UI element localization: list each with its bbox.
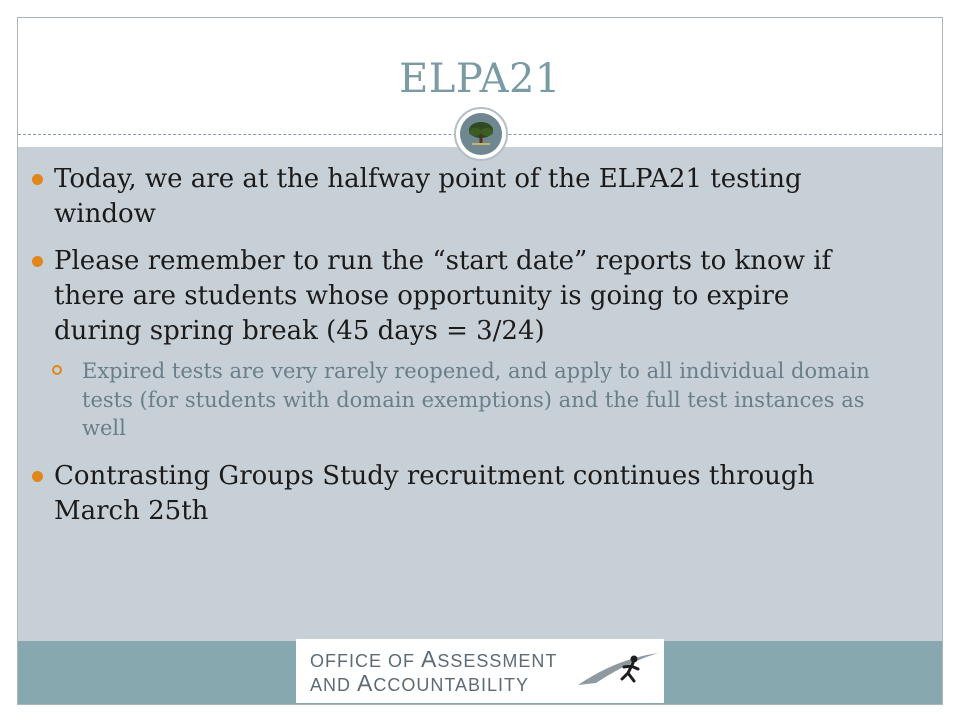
bullet-item — [32, 162, 882, 232]
bullet-text: Today, we are at the halfway point of the ELPA21 testing window — [54, 164, 802, 230]
office-logo-text — [296, 647, 557, 695]
bullet-list — [32, 162, 882, 541]
logo-line1-part: OFFICE OF — [310, 650, 421, 671]
filled-circle-bullet-icon — [32, 174, 43, 185]
logo-line2-rest: CCOUNTABILITY — [373, 675, 530, 695]
bullet-text: Contrasting Groups Study recruitment continues through March 25th — [54, 460, 815, 526]
logo-line1-initial: A — [421, 645, 438, 672]
sub-bullet-text: Expired tests are very rarely reopened, and apply to all individual domain tests (for students with domain exemptions) and the full test instances as well — [82, 359, 870, 441]
office-logo-line2 — [310, 671, 557, 695]
hollow-circle-bullet-icon — [52, 365, 62, 375]
slide-title: ELPA21 — [399, 56, 561, 102]
bullet-item — [32, 244, 882, 349]
logo-line2-initial: A — [357, 670, 374, 696]
filled-circle-bullet-icon — [32, 471, 43, 482]
tree-icon — [466, 119, 496, 149]
office-logo — [296, 639, 664, 703]
office-logo-line1 — [310, 647, 557, 671]
footer-band — [18, 641, 942, 705]
logo-line2-part: AND — [310, 675, 358, 695]
bullet-item — [32, 459, 882, 529]
runner-swoosh-icon — [576, 645, 660, 695]
tree-seal-icon — [454, 107, 508, 161]
tree-seal-inner — [460, 113, 502, 155]
sub-bullet-item — [32, 357, 882, 442]
logo-line1-rest: SSESSMENT — [437, 650, 558, 671]
filled-circle-bullet-icon — [32, 256, 43, 267]
bullet-text: Please remember to run the “start date” reports to know if there are students whose opportunity is going to expire during spring break (45 days = 3/24) — [54, 246, 832, 347]
